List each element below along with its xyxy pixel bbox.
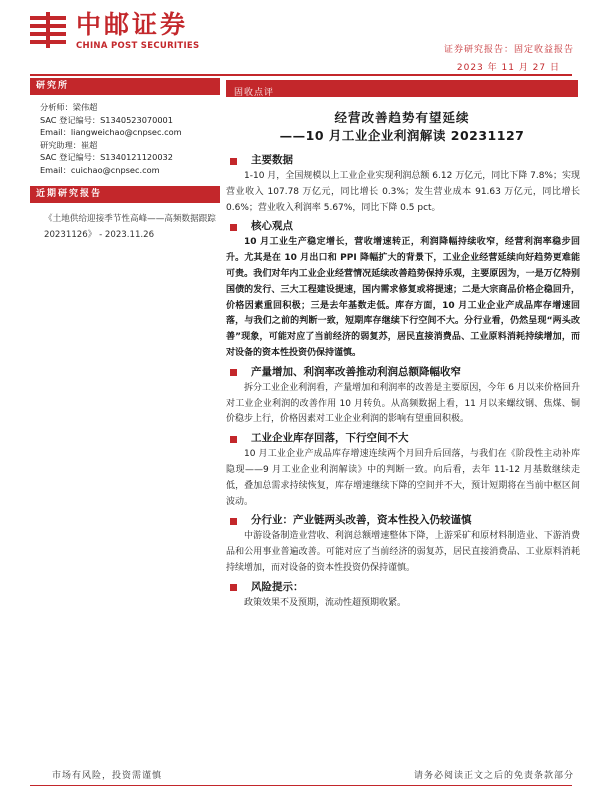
section-title: 产量增加、利润率改善推动利润总额降幅收窄	[251, 365, 461, 378]
analyst-email[interactable]: Email：liangweichao@cnpsec.com	[40, 127, 182, 137]
section-paragraph: 10 月工业企业产成品库存增速连续两个月回升后回落，与我们在《阶段性主动补库隐现——9 月工业企业利润解读》中的判断一致。向后看，去年 11-12 月基数继续走低，叠加总需求持续恢复，库存增速继续下降的空间并不大，预计短期将在当前中枢区间波动。	[226, 449, 580, 507]
section-heading	[226, 219, 580, 235]
assistant-name: 研究助理：崔超	[40, 139, 98, 150]
section-heading	[226, 580, 580, 596]
section-heading	[226, 431, 580, 447]
researcher-heading: 研究所	[30, 78, 220, 95]
square-bullet-icon	[230, 158, 237, 165]
section-paragraph: 1-10 月，全国规模以上工业企业实现利润总额 6.12 万亿元，同比下降 7.8%；实现营业收入 107.78 万亿元，同比增长 0.3%；发生营业成本 91.63 万亿元，同比增长 0.6%；营业收入利润率 5.67%，同比下降 0.5 pct。	[226, 171, 580, 213]
assistant-email[interactable]: Email：cuichao@cnpsec.com	[40, 164, 160, 175]
report-body	[226, 150, 580, 612]
report-subtitle: ——10 月工业企业利润解读 20231127	[279, 128, 525, 143]
recent-report-link[interactable]: 《土地供给迎接季节性高峰——高频数据跟踪 20231126》 - 2023.11.26	[44, 214, 216, 240]
logo-emblem-icon	[28, 10, 68, 50]
analyst-name: 分析师：梁伟超	[40, 102, 98, 112]
section-heading	[226, 365, 580, 381]
assistant-sac: SAC 登记编号：S1340121120032	[40, 152, 173, 162]
square-bullet-icon	[230, 518, 237, 525]
analyst-sac: SAC 登记编号：S1340523070001	[40, 114, 173, 125]
sidebar	[30, 78, 220, 243]
section-paragraph: 中游设备制造业营收、利润总额增速整体下降，上游采矿和原材料制造业、下游消费品和公用事业普遍改善。可能对应了当前经济的弱复苏，居民直接消费品、工业原料消耗持续增加，而对设备的资本性投资仍保持谨慎。	[226, 531, 580, 573]
section-title: 风险提示：	[251, 580, 304, 593]
square-bullet-icon	[230, 436, 237, 443]
section-title: 主要数据	[251, 154, 293, 167]
header-divider	[30, 74, 572, 76]
square-bullet-icon	[230, 224, 237, 231]
analyst-info	[30, 95, 220, 176]
section-title: 核心观点	[251, 220, 293, 233]
section-heading	[226, 513, 580, 529]
section-paragraph: 拆分工业企业利润看，产量增加和利润率的改善是主要原因，今年 6 月以来价格回升对工业企业利润的改善作用 10 月转负。从高频数据上看，11 月以来螺纹钢、焦煤、铜价稳步上行，价格因素对工业企业利润的影响有望重回积极。	[226, 382, 580, 425]
section-heading	[226, 153, 580, 169]
report-date: 2023 年 11 月 27 日	[456, 63, 560, 73]
company-logo	[28, 10, 218, 54]
footer-risk-notice: 市场有风险，投资需谨慎	[52, 771, 163, 781]
footer-divider	[30, 785, 572, 786]
section-paragraph: 10 月工业生产稳定增长，营收增速转正，利润降幅持续收窄，经营利润率稳步回升。尤其是在 10 月出口和 PPI 降幅扩大的背景下，工业企业经营延续向好趋势更难能可贵。我们对年内工业企业经营情况延续改善趋势保持乐观，主要原因为，一是万亿特别国债的发行、三大工程建设提速，国内需求修复或将提速；二是大宗商品价格企稳回升，价格因素重回积极；三是去年基数走低。库存方面，10 月工业企业产成品库存增速回落，与我们之前的判断一致，短期库存继续下行空间不大。分行业看，仍然呈现“两头改善”现象，可能对应了当前经济的弱复苏，居民直接消费品、工业原料消耗持续增加，而对设备的资本性投资仍保持谨慎。	[226, 237, 580, 358]
section-paragraph: 政策效果不及预期，流动性超预期收紧。	[244, 597, 407, 608]
square-bullet-icon	[230, 584, 237, 591]
recent-reports-heading: 近期研究报告	[30, 186, 220, 203]
section-title: 分行业：产业链两头改善，资本性投入仍较谨慎	[251, 514, 472, 527]
report-type: 证券研究报告：固定收益报告	[443, 45, 574, 55]
logo-english-name: CHINA POST SECURITIES	[76, 41, 200, 51]
report-category-bar	[226, 80, 578, 97]
section-title: 工业企业库存回落，下行空间不大	[251, 432, 409, 445]
logo-chinese-name: 中邮证券	[76, 10, 189, 39]
footer-disclaimer: 请务必阅读正文之后的免责条款部分	[413, 771, 574, 781]
report-title: 经营改善趋势有望延续	[334, 110, 470, 125]
square-bullet-icon	[230, 369, 237, 376]
report-category: 固收点评	[234, 88, 275, 98]
